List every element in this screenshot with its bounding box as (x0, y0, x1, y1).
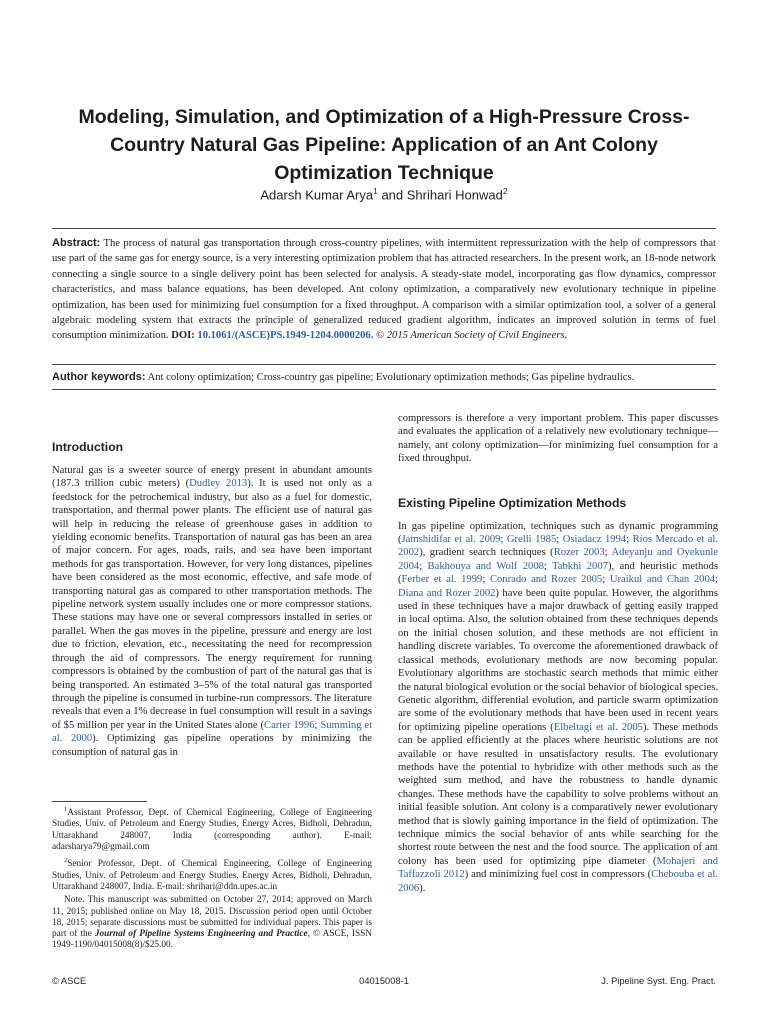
copyright-notice: © 2015 American Society of Civil Engineers. (376, 330, 568, 342)
submission-note-text: Note. This manuscript was submitted on October 27, 2014; approved on March 11, 2015; published online on May 18, 2015. Discussion period open until October 18, 2015; separate discussions must be submitted for individual papers. This paper is part of the (52, 895, 372, 940)
existing-text-7: ). (419, 882, 426, 894)
author-1-name: Adarsh Kumar Arya (260, 187, 374, 203)
citation-link[interactable]: Mohajeri and Taffazzoli 2012 (398, 855, 719, 881)
existing-text-4: ) have been quite popular. However, the algorithms used in these techniques have a major drawback of getting easily trapped in local optima. Also, the solution obtained from these techniques depends on the initial chosen solution, and these methods are not efficient in handling discrete variables. To overcome the aforementioned drawback of classical methods, evolutionary methods are now becoming popular. Evolutionary algorithms are stochastic search methods that mimic either the natural biological evolution or the social behavior of biological species. Genetic algorithm, differential evolution, and particle swarm optimization are some of the evolutionary methods that have been used in recent years for optimizing pipeline operations ( (398, 587, 718, 733)
abstract-text: The process of natural gas transportation through cross-country pipelines, with intermittent repressurization with the help of compressors that use part of the same gas for energy source, is a very interesting optimization problem that has attracted researchers. In the present work, an 18-node network connecting a single source to a single delivery point has been selected for analysis. A steady-state model, incorporating gas flow dynamics, compressor characteristics, and mass balance equations, has been developed. Ant colony optimization, a comparatively new evolutionary technique in pipeline optimization, has been used for minimizing fuel consumption for a fixed throughput. A comparison with a similar optimization tool, a solver of a general algebraic modeling system that extracts the principle of generalized reduced gradient algorithm, indicates an improved solution in terms of fuel consumption minimization. (52, 238, 716, 342)
existing-text-1: In gas pipeline optimization, techniques such as dynamic programming ( (398, 520, 718, 546)
author-conjunction: and (377, 187, 407, 203)
keywords-block (52, 370, 716, 385)
citation-separator: ; (602, 574, 610, 586)
issn-text: , © ASCE, ISSN 1949-1190/04015008(8)/$25.00. (52, 929, 373, 951)
citation-separator: ; (604, 547, 612, 559)
citation-link[interactable]: Tabkhi 2007 (552, 560, 608, 572)
section-heading-introduction: Introduction (52, 440, 124, 454)
submission-note (52, 895, 372, 951)
footnote-1-text: Assistant Professor, Dept. of Chemical Engineering, College of Engineering Studies, Univ. of Petroleum and Energy Studies, Energy Acres, Bidholi, Dehradun, Uttarakhand 248007, India (corresponding author). E-mail: adarsharya79@gmail.com (52, 808, 372, 852)
author-2-affiliation-mark: 2 (502, 186, 508, 196)
citation-link[interactable]: Dudley 2013 (189, 478, 248, 490)
citation-separator: ; (626, 534, 633, 546)
page-footer (52, 976, 716, 990)
citation-separator: ; (543, 560, 553, 572)
doi-link[interactable]: 10.1061/(ASCE)PS.1949-1204.0000206. (197, 330, 374, 342)
author-2-name: Shrihari Honwad (406, 187, 503, 203)
citation-link[interactable]: Uraikul and Chan 2004 (609, 574, 716, 586)
keywords-top-rule (52, 364, 716, 365)
paper-title: Modeling, Simulation, and Optimization of a High-Pressure Cross-Country Natural Gas Pipeline: Application of an Ant Colony Optimization Technique (78, 106, 690, 185)
footnote-2-text: Senior Professor, Dept. of Chemical Engineering, College of Engineering Studies, Univ. of Petroleum and Energy Studies, Energy Acres, Bidholi, Dehradun, Uttarakhand 248007, India. E-mail: shrihari@ddn.upes.ac.in (52, 859, 372, 892)
introduction-continued-paragraph: compressors is therefore a very important problem. This paper discusses and evaluates the application of a relatively new evolutionary technique—namely, ant colony optimization—for minimizing fuel consumption for a fixed throughput. (398, 413, 718, 465)
introduction-paragraph (52, 464, 372, 759)
journal-name: Journal of Pipeline Systems Engineering and Practice (94, 929, 308, 940)
footer-publisher: © ASCE (52, 976, 87, 986)
abstract-block (52, 236, 716, 344)
citation-link[interactable]: Bakhouya and Wolf 2008 (427, 560, 544, 572)
footnote-1 (52, 804, 372, 853)
existing-text-5: ). These methods can be applied efficiently at the places where heuristic solutions are not available or have resulted in unsatisfactory results. The evolutionary methods have the potential to hybridize with other methods such as the weighted sum method, and have the robustness to handle dynamic changes. These methods have the capability to solve problems without an initial feasible solution. Ant colony is a comparatively newer evolutionary method that is slowly gaining importance in the field of optimization. The technique mimics the social behavior of ants while searching for the shortest route between the nest and the food source. The application of ant colony has been used for optimizing pipe diameter ( (398, 721, 718, 867)
footnotes-block (52, 804, 372, 954)
existing-text-3: ), and heuristic methods ( (398, 560, 718, 586)
citation-separator: ; (500, 534, 507, 546)
footnote-2 (52, 855, 372, 893)
citation-link[interactable]: Ríos Mercado et al. 2002 (398, 534, 719, 559)
footnote-rule (52, 801, 147, 802)
keywords-bottom-rule (52, 389, 716, 390)
citation-separator: ; (482, 574, 490, 586)
citation-link[interactable]: Diana and Rozer 2002 (398, 587, 496, 599)
keywords-text: Ant colony optimization; Cross-country gas pipeline; Evolutionary optimization methods; Gas pipeline hydraulics. (147, 372, 635, 383)
citation-link[interactable]: Jamshidifar et al. 2009 (401, 534, 501, 546)
citation-link[interactable]: Conrado and Rozer 2005 (489, 574, 603, 586)
existing-text-6: ) and minimizing fuel cost in compressors ( (464, 869, 652, 881)
citation-link[interactable]: Elbeltagi et al. 2005 (553, 721, 643, 733)
left-column (52, 440, 372, 759)
abstract-label: Abstract: (52, 237, 101, 249)
citation-separator: ; (556, 534, 563, 546)
section-heading-existing-methods: Existing Pipeline Optimization Methods (398, 495, 627, 510)
intro-text-4: ). Optimizing gas pipeline operations by minimizing the consumption of natural gas in (52, 733, 372, 758)
intro-text-1: Natural gas is a sweeter source of energy present in abundant amounts (187.3 trillion cubic meters) ( (52, 465, 372, 490)
keywords-label: Author keywords: (52, 371, 146, 383)
author-1-affiliation-mark: 1 (373, 186, 378, 196)
citation-link[interactable]: Chebouba et al. 2006 (398, 869, 718, 894)
citation-link[interactable]: Ferber et al. 1999 (401, 574, 483, 586)
footnote-2-mark: 2 (64, 857, 68, 865)
citation-link[interactable]: Rozer 2003 (553, 547, 605, 559)
citation-separator: ; (715, 574, 719, 586)
citation-link[interactable]: Carter 1996 (264, 719, 315, 731)
citation-link[interactable]: Osiadacz 1994 (562, 534, 627, 546)
citation-link[interactable]: Summing et al. 2000 (52, 719, 373, 745)
right-column (398, 412, 718, 895)
intro-text-3: ; (314, 719, 321, 731)
doi-label: DOI: (171, 330, 195, 342)
footer-journal-abbrev: J. Pipeline Syst. Eng. Pract. (601, 976, 716, 986)
footer-article-number: 04015008-1 (359, 976, 409, 986)
abstract-top-rule (52, 228, 716, 229)
citation-link[interactable]: Adeyanju and Oyekunle 2004 (398, 547, 718, 572)
citation-separator: ; (419, 560, 428, 572)
existing-text-2: ), gradient search techniques ( (419, 547, 554, 559)
footnote-1-mark: 1 (64, 806, 68, 813)
citation-link[interactable]: Grelli 1985 (506, 534, 557, 546)
existing-methods-paragraph (398, 520, 718, 895)
author-line (60, 186, 708, 202)
intro-text-2: ). It is used not only as a feedstock for the petrochemical industry, but also as a fuel for domestic, transportation, and thermal power plants. The efficient use of natural gas will help in reducing the release of greenhouse gases in addition to yielding economic benefits. Transportation of natural gas has been an area of major concern. For ages, roads, rails, and sea have been important methods for gas transportation. However, for very long distances, pipelines have been considered as the most economic, effective, and safe mode of transporting natural gas as compared to other transportation methods. The pipeline network system usually includes one or more compressor stations. These stations may have one or several compressors installed in series or parallel. When the gas moves in the pipeline, pressure and energy are lost due to friction, elevation, etc., necessitating the need for recompression through the aid of compressors. The energy requirement for running compressors is obtained by the combustion of part of the natural gas that is being transported. An estimated 3–5% of the total natural gas transported through the pipeline is consumed in turbine-run compressors. The literature reveals that even a 1% decrease in fuel consumption will result in a savings of $5 million per year in the United States alone ( (52, 478, 372, 731)
